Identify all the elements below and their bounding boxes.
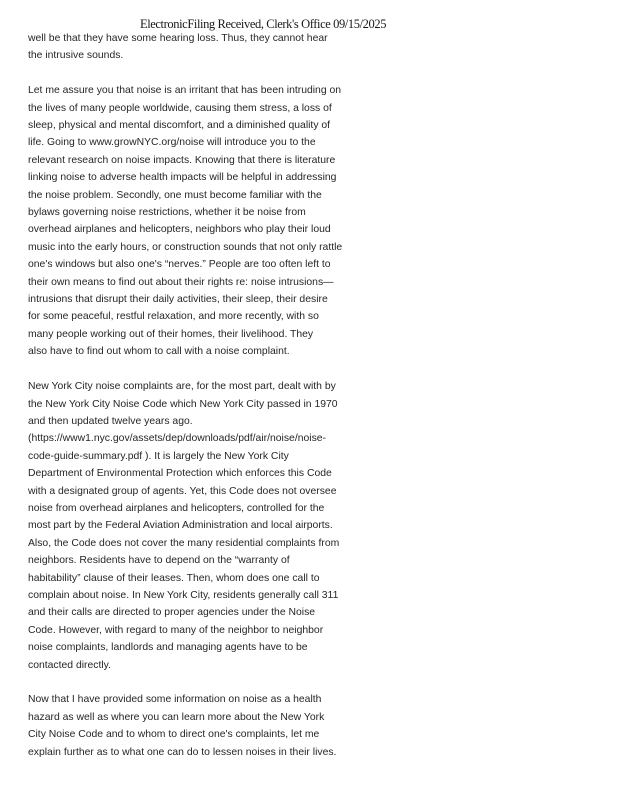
document-body (28, 30, 373, 778)
text-line: noise complaints, landlords and managing agents have to be (28, 642, 308, 654)
paragraph (28, 378, 373, 674)
text-line: code-guide-summary.pdf ). It is largely the New York City (28, 450, 289, 462)
text-line: for some peaceful, restful relaxation, and more recently, with so (28, 311, 319, 323)
text-line: (https://www1.nyc.gov/assets/dep/downloads/pdf/air/noise/noise- (28, 433, 327, 445)
text-line: Also, the Code does not cover the many residential complaints from (28, 537, 340, 549)
text-line: complain about noise. In New York City, residents generally call 311 (28, 589, 339, 601)
text-line: one's windows but also one's “nerves.” People are too often left to (28, 259, 331, 271)
text-line: overhead airplanes and helicopters, neighbors who play their loud (28, 224, 331, 236)
text-line: most part by the Federal Aviation Administration and local airports. (28, 520, 333, 532)
text-line: Department of Environmental Protection which enforces this Code (28, 468, 332, 480)
paragraph (28, 691, 373, 761)
text-line: the noise problem. Secondly, one must become familiar with the (28, 189, 322, 201)
text-line: habitability” clause of their leases. Then, whom does one call to (28, 572, 320, 584)
text-line: life. Going to www.growNYC.org/noise will introduce you to the (28, 137, 316, 149)
text-line: explain further as to what one can do to lessen noises in their lives. (28, 746, 337, 758)
text-line: the intrusive sounds. (28, 50, 124, 62)
text-line: contacted directly. (28, 659, 111, 671)
text-line: intrusions that disrupt their daily activities, their sleep, their desire (28, 294, 328, 306)
text-line: many people working out of their homes, their livelihood. They (28, 328, 314, 340)
text-line: well be that they have some hearing loss. Thus, they cannot hear (28, 33, 328, 44)
text-line: sleep, physical and mental discomfort, and a diminished quality of (28, 120, 331, 132)
text-line: music into the early hours, or construction sounds that not only rattle (28, 241, 343, 253)
text-line: the New York City Noise Code which New York City passed in 1970 (28, 398, 338, 410)
text-line: bylaws governing noise restrictions, whether it be noise from (28, 207, 306, 219)
text-line: New York City noise complaints are, for the most part, dealt with by (28, 381, 336, 393)
text-line: noise from overhead airplanes and helicopters, controlled for the (28, 502, 325, 514)
text-line: relevant research on noise impacts. Knowing that there is literature (28, 154, 336, 166)
text-line: linking noise to adverse health impacts will be helpful in addressing (28, 172, 337, 184)
text-line: Code. However, with regard to many of the neighbor to neighbor (28, 624, 324, 636)
text-line: with a designated group of agents. Yet, this Code does not oversee (28, 485, 337, 497)
text-line: and then updated twelve years ago. (28, 415, 193, 427)
text-line: hazard as well as where you can learn more about the New York (28, 711, 325, 723)
text-line: also have to find out whom to call with a noise complaint. (28, 346, 290, 358)
text-line: and their calls are directed to proper agencies under the Noise (28, 607, 316, 619)
text-line: neighbors. Residents have to depend on the “warranty of (28, 555, 290, 567)
text-line: Now that I have provided some information on noise as a health (28, 694, 322, 706)
paragraph (28, 30, 373, 65)
text-line: City Noise Code and to whom to direct one's complaints, let me (28, 729, 320, 741)
text-line: Let me assure you that noise is an irritant that has been intruding on (28, 85, 342, 97)
text-line: their own means to find out about their rights re: noise intrusions— (28, 276, 334, 288)
electronic-filing-stamp: ElectronicFiling Received, Clerk's Office 09/15/2025 (139, 17, 387, 31)
text-line: the lives of many people worldwide, causing them stress, a loss of (28, 102, 332, 114)
paragraph (28, 82, 373, 361)
